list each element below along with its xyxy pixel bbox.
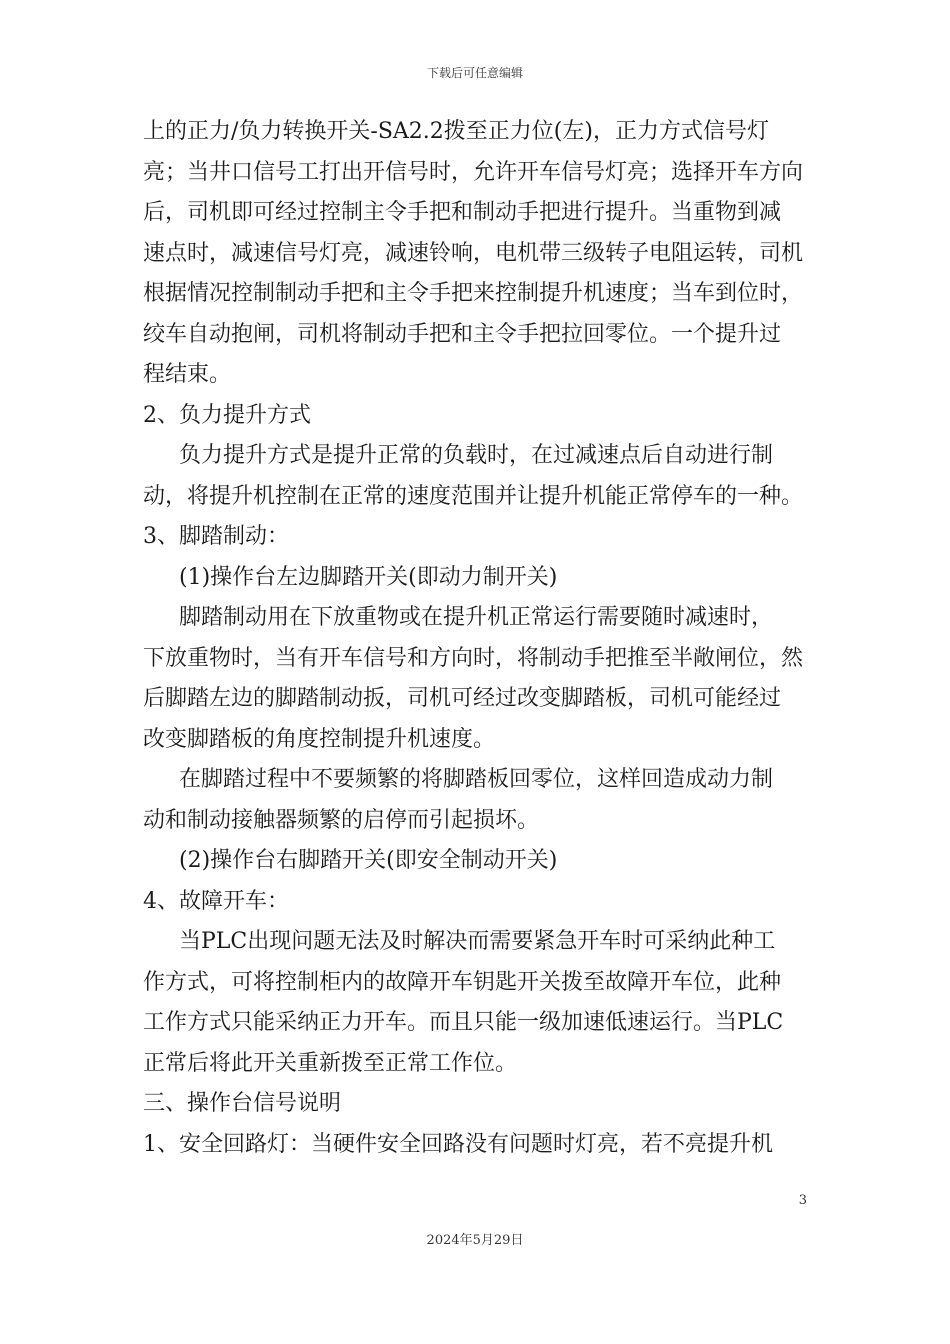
text-line: 当PLC出现问题无法及时解决而需要紧急开车时可采纳此种工 (179, 929, 776, 954)
text-line: 动，将提升机控制在正常的速度范围并让提升机能正常停车的一种。 (143, 483, 804, 509)
text-line: 下放重物时，当有开车信号和方向时，将制动手把推至半敞闸位，然 (143, 645, 804, 671)
text-line: 脚踏制动用在下放重物或在提升机正常运行需要随时减速时， (179, 605, 774, 630)
text-line: 后脚踏左边的脚踏制动扳，司机可经过改变脚踏板，司机可能经过 (143, 686, 782, 711)
text-line: 作方式，可将控制柜内的故障开车钥匙开关拨至故障开车位，此种 (143, 969, 782, 995)
section-heading: 2、负力提升方式 (143, 402, 311, 428)
text-line: 上的正力/负力转换开关-SA2.2拨至正力位(左)，正力方式信号灯 (143, 119, 769, 144)
page-number: 3 (798, 1193, 807, 1208)
text-line: 负力提升方式是提升正常的负载时，在过减速点后自动进行制 (179, 443, 774, 468)
page-footer-date: 2024年5月29日 (426, 1233, 524, 1248)
text-line: 正常后将此开关重新拨至正常工作位。 (143, 1050, 518, 1076)
document-body (143, 112, 815, 1165)
text-line: 动和制动接触器频繁的启停而引起损坏。 (143, 807, 540, 833)
text-line: 根据情况控制制动手把和主令手把来控制提升机速度；当车到位时， (143, 281, 804, 306)
subsection-heading: (1)操作台左边脚踏开关(即动力制开关) (179, 564, 558, 590)
text-line: 绞车自动抱闸，司机将制动手把和主令手把拉回零位。一个提升过 (143, 321, 782, 347)
section-heading: 3、脚踏制动： (143, 524, 289, 549)
text-line: 速点时，减速信号灯亮，减速铃响，电机带三级转子电阻运转，司机 (143, 240, 804, 266)
text-line: 1、安全回路灯：当硬件安全回路没有问题时灯亮，若不亮提升机 (143, 1131, 773, 1157)
text-line: 工作方式只能采纳正力开车。而且只能一级加速低速运行。当PLC (143, 1010, 784, 1035)
section-heading: 4、故障开车： (143, 888, 289, 914)
text-line: 改变脚踏板的角度控制提升机速度。 (143, 726, 496, 752)
text-line: 后，司机即可经过控制主令手把和制动手把进行提升。当重物到减 (143, 200, 782, 225)
text-line: 在脚踏过程中不要频繁的将脚踏板回零位，这样回造成动力制 (179, 767, 774, 792)
text-line: 程结束。 (143, 362, 232, 387)
subsection-heading: (2)操作台右脚踏开关(即安全制动开关) (179, 848, 558, 873)
page-header: 下载后可任意编辑 (426, 66, 523, 80)
text-line: 亮；当井口信号工打出开信号时，允许开车信号灯亮；选择开车方向 (143, 159, 804, 185)
section-heading: 三、操作台信号说明 (143, 1091, 342, 1116)
